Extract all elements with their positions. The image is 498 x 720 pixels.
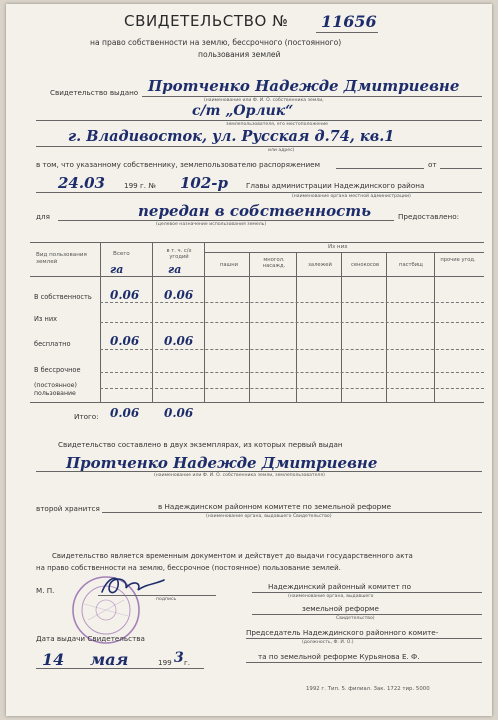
row-label-perpetual: В бессрочное xyxy=(34,366,81,374)
issue-year-prefix: 199 xyxy=(158,658,172,667)
decision-date: 24.03 xyxy=(58,174,105,192)
second-copy-label: второй хранится xyxy=(36,504,100,513)
totals-label: Итого: xyxy=(74,412,99,421)
col-header-use: Вид пользования землей xyxy=(36,252,87,265)
address-caption: или адрес) xyxy=(268,148,295,153)
row-free-total: 0.06 xyxy=(110,334,140,348)
purpose-caption: (целевое назначение использования земель) xyxy=(156,222,267,227)
copy-recipient-caption: (наименование или Ф. И. О. собственника земли, землепользователя) xyxy=(154,473,325,478)
chairman-line-2: та по земельной реформе Курьянова Е. Ф. xyxy=(258,652,420,661)
notice-line-1: Свидетельство является временным документом и действует до выдачи государственного акта xyxy=(52,552,413,560)
sub-col-other: прочие угод. xyxy=(440,257,476,263)
decision-year-label: 199 г. № xyxy=(124,181,156,190)
purpose-for-label: для xyxy=(36,212,50,221)
subtitle-line-1: на право собственности на землю, бессрочного (постоянного) xyxy=(90,38,342,47)
certificate-document xyxy=(6,4,492,716)
row-label-of-them: Из них xyxy=(34,315,58,323)
issue-year-suffix: г. xyxy=(184,658,191,667)
row-label-free: бесплатно xyxy=(34,340,71,348)
document-title: СВИДЕТЕЛЬСТВО № xyxy=(124,12,289,30)
authority-caption: (наименование органа местной администрации) xyxy=(292,194,411,199)
totals-farm: 0.06 xyxy=(164,406,194,420)
chairman-line-1: Председатель Надеждинского районного комите- xyxy=(246,628,439,637)
issue-year-handwritten: 3 xyxy=(174,650,184,666)
print-info: 1992 г. Тип. 5. филиал. Зак. 1722 тир. 5000 xyxy=(306,686,430,692)
land-reform-label: земельной реформе xyxy=(302,604,379,613)
certificate-caption: Свидетельство) xyxy=(336,616,375,621)
signature-caption: подпись xyxy=(156,597,177,602)
owner-address: г. Владивосток, ул. Русская д.74, кв.1 xyxy=(68,128,395,145)
copy-recipient-name: Протченко Надежде Дмитриевне xyxy=(66,454,378,472)
committee-caption: (наименование органа, выдавшего xyxy=(288,594,374,599)
sub-col-perennial: многол. насажд. xyxy=(262,257,286,270)
col-header-farm: в т. ч. с/х угодий xyxy=(166,248,192,261)
sub-col-fallow: залежей xyxy=(308,262,332,268)
issue-month: мая xyxy=(90,650,129,669)
owner-name-caption: (наименование или Ф. И. О. собственника земли, xyxy=(204,98,324,103)
sub-col-hayfield: сенокосов xyxy=(351,262,379,268)
row-ownership-farm: 0.06 xyxy=(164,288,194,302)
totals-total: 0.06 xyxy=(110,406,140,420)
seal-place-label: М. П. xyxy=(36,586,55,595)
org-caption: землепользователя, его местоположение xyxy=(226,122,329,127)
purpose-value: передан в собственность xyxy=(138,202,372,220)
col-header-total: Всего xyxy=(113,251,130,257)
sub-col-pasture: пастбищ xyxy=(399,262,423,268)
row-label-permanent-use: (постоянное) пользование xyxy=(34,382,77,397)
decision-number: 102-р xyxy=(180,174,229,192)
copy-keeper-caption: (наименование органа, выдавшего Свидетельство) xyxy=(206,514,332,519)
granted-label: Предоставлено: xyxy=(398,212,460,221)
decision-authority: Главы администрации Надеждинского района xyxy=(246,181,425,190)
issue-day: 14 xyxy=(42,650,65,669)
garden-society: с/т „Орлик“ xyxy=(192,103,294,119)
owner-name: Протченко Надежде Дмитриевне xyxy=(148,77,460,95)
row-label-ownership: В собственность xyxy=(34,293,92,301)
copy-keeper: в Надеждинском районном комитете по земельной реформе xyxy=(158,502,392,511)
sub-col-arable: пашни xyxy=(219,262,239,268)
issued-to-label: Свидетельство выдано xyxy=(50,88,139,97)
unit-farm: га xyxy=(168,263,182,276)
decision-text: в том, что указанному собственнику, землепользователю распоряжением xyxy=(36,160,321,169)
unit-total: га xyxy=(110,263,124,276)
decision-from-label: от xyxy=(428,160,437,169)
certificate-number: 11656 xyxy=(321,12,377,31)
copies-text: Свидетельство составлено в двух экземплярах, из которых первый выдан xyxy=(58,440,343,449)
row-free-farm: 0.06 xyxy=(164,334,194,348)
issue-date-label: Дата выдачи Свидетельства xyxy=(36,634,145,643)
committee-name: Надеждинский районный комитет по xyxy=(268,582,412,591)
notice-line-2: на право собственности на землю, бессрочное (постоянное) пользование землей. xyxy=(36,564,341,572)
chairman-caption: (должность, Ф. И. О.) xyxy=(302,640,354,645)
subtitle-line-2: пользования землей xyxy=(198,50,281,59)
row-ownership-total: 0.06 xyxy=(110,288,140,302)
col-header-of-them: Из них xyxy=(328,244,348,250)
